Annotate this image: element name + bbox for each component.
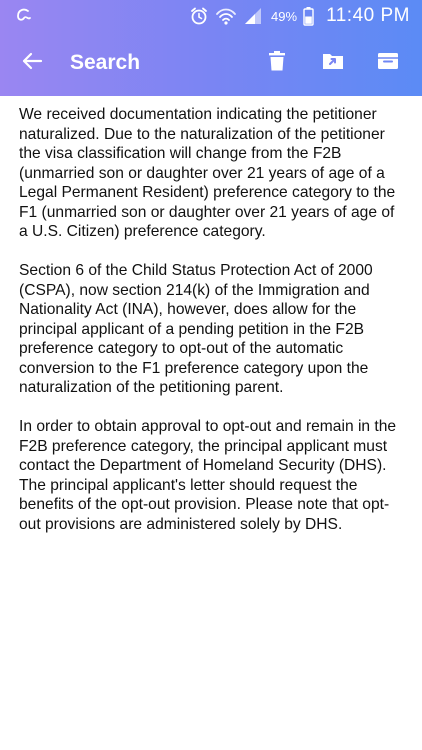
status-bar — [0, 0, 422, 32]
message-paragraph: Section 6 of the Child Status Protection Act of 2000 (CSPA), now section 214(k) of the Immigration and Nationality Act (INA), however, does allow for the principal applicant of a pending petition in the F2B preference category to opt-out of the automatic conversion to the F1 preference category upon the naturalization of the petitioning parent. — [19, 262, 373, 396]
battery-percent: 49% — [271, 8, 298, 24]
back-arrow-icon — [21, 50, 43, 77]
alarm-icon — [189, 6, 209, 26]
archive-button[interactable] — [368, 44, 408, 82]
delete-button[interactable] — [257, 44, 297, 82]
back-button[interactable] — [12, 44, 52, 82]
delete-icon — [268, 51, 286, 76]
page-title: Search — [70, 51, 141, 74]
message-paragraph: We received documentation indicating the petitioner naturalized. Due to the naturalization of the petitioner the visa classification will change from the F2B (unmarried son or daughter over 21 years of age of a Legal Permanent Resident) preference category to the F1 (unmarried son or daughter over 21 years of age of a U.S. Citizen) preference category. — [19, 106, 396, 240]
app-notification-icon — [14, 6, 34, 26]
archive-icon — [377, 52, 399, 75]
app-bar — [0, 32, 422, 94]
battery-icon — [303, 6, 314, 26]
wifi-icon — [215, 6, 237, 26]
status-indicators — [189, 0, 410, 32]
move-to-folder-button[interactable] — [313, 44, 353, 82]
signal-icon — [243, 6, 263, 26]
message-body — [19, 105, 407, 554]
message-paragraph: In order to obtain approval to opt-out and remain in the F2B preference category, the principal applicant must contact the Department of Homeland Security (DHS). The principal applicant's letter should request the benefits of the opt-out provision. Please note that opt-out provisions are administered solely by DHS. — [19, 418, 397, 533]
move-to-folder-icon — [322, 52, 344, 75]
status-clock: 11:40 PM — [326, 5, 410, 26]
